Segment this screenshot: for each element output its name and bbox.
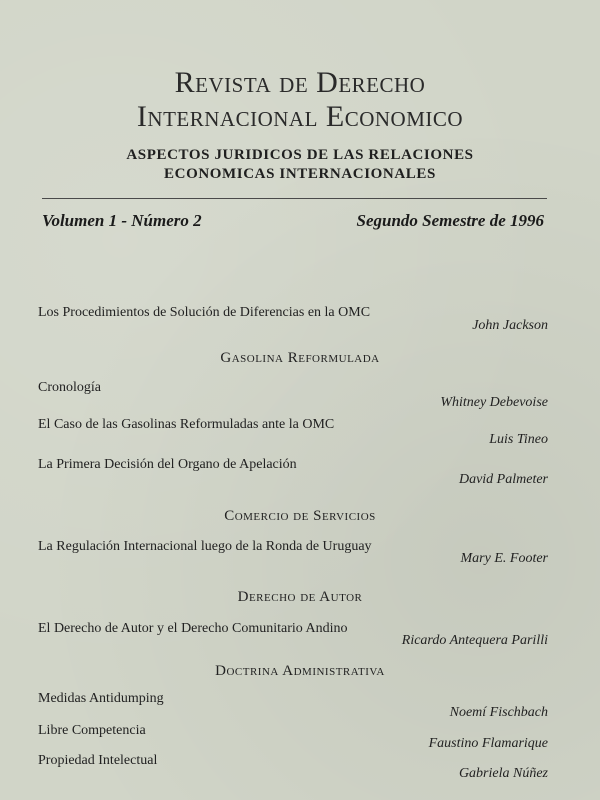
journal-title-line1: Revista de Derecho [174,66,426,99]
toc-entry-author: Whitney Debevoise [440,395,548,410]
toc-entry-title: El Caso de las Gasolinas Reformuladas ante la OMC [38,417,335,432]
toc-entry-author: Mary E. Footer [460,551,548,566]
toc-entry-author: Gabriela Núñez [458,766,548,781]
toc-entry-author: Luis Tineo [489,432,548,447]
header-divider [42,198,547,199]
toc-entry-title: El Derecho de Autor y el Derecho Comunitario Andino [38,621,348,636]
toc-entry-author: Noemí Fischbach [449,705,548,720]
toc-entry-title: Cronología [38,380,101,395]
section-heading-doctrina: Doctrina Administrativa [215,663,385,679]
section-heading-gasolina: Gasolina Reformulada [220,350,380,366]
toc-entry-title: La Regulación Internacional luego de la Ronda de Uruguay [38,539,372,554]
journal-subtitle-line1: ASPECTOS JURIDICOS DE LAS RELACIONES [126,147,474,163]
volume-number: Volumen 1 - Número 2 [42,211,202,230]
semester-date: Segundo Semestre de 1996 [356,211,544,230]
journal-subtitle-line2: ECONOMICAS INTERNACIONALES [164,166,436,182]
section-heading-servicios: Comercio de Servicios [224,508,376,524]
toc-entry-title: La Primera Decisión del Organo de Apelación [38,457,297,472]
section-heading-autor: Derecho de Autor [237,589,363,605]
toc-entry-author: Ricardo Antequera Parilli [401,633,548,648]
toc-entry-author: Faustino Flamarique [428,736,548,751]
journal-title-line2: Internacional Economico [136,100,464,133]
toc-entry-title: Los Procedimientos de Solución de Diferencias en la OMC [38,305,371,320]
toc-entry-title: Medidas Antidumping [38,691,164,706]
toc-entry-title: Propiedad Intelectual [38,753,158,768]
toc-entry-author: John Jackson [472,318,548,333]
toc-entry-author: David Palmeter [458,472,548,487]
toc-entry-title: Libre Competencia [38,723,146,738]
